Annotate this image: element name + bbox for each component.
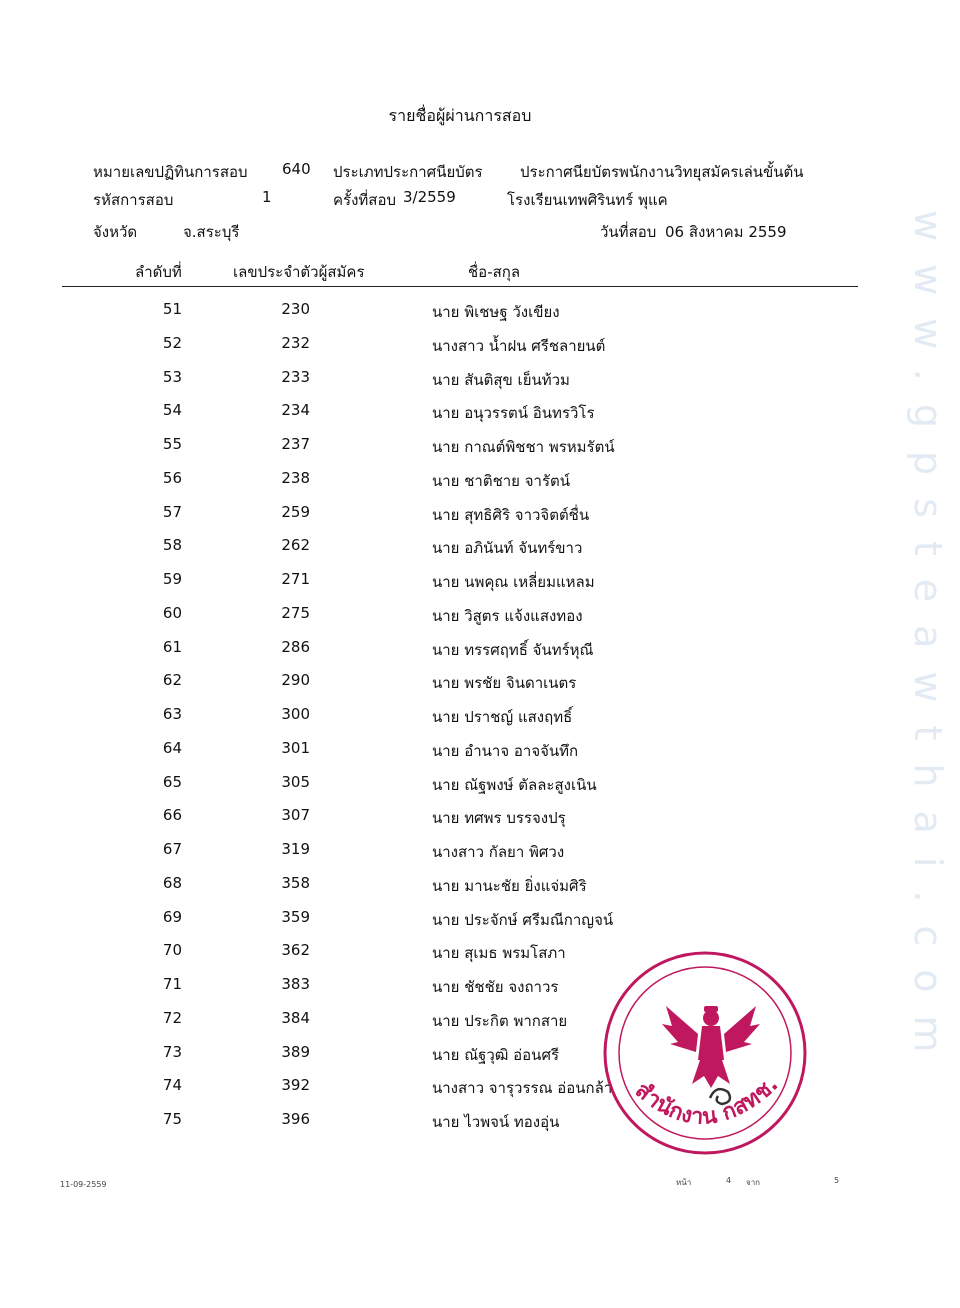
table-row	[0, 604, 860, 628]
table-row	[0, 401, 860, 425]
row-seq: 64	[162, 738, 182, 757]
province-label: จังหวัด	[93, 223, 138, 241]
row-name: นาย วิสูตร แจ้งแสงทอง	[432, 606, 583, 625]
print-date: 11-09-2559	[60, 1180, 107, 1189]
row-name: นาย ณัฐวุฒิ อ่อนศรี	[432, 1045, 560, 1064]
row-candidate-id: 362	[281, 941, 310, 960]
row-seq: 69	[162, 907, 182, 926]
of-label: จาก	[746, 1178, 761, 1187]
row-candidate-id: 234	[281, 401, 310, 420]
exam-code-label: รหัสการสอบ	[93, 191, 174, 209]
round-value: 3/2559	[403, 188, 456, 206]
document-title: รายชื่อผู้ผ่านการสอบ	[388, 106, 532, 125]
garuda-emblem-icon	[662, 1006, 760, 1088]
table-row	[0, 570, 860, 594]
table-row	[0, 638, 860, 662]
row-candidate-id: 305	[281, 772, 310, 791]
row-seq: 63	[162, 705, 182, 723]
row-seq: 61	[162, 637, 182, 656]
office-seal-stamp	[600, 948, 810, 1158]
table-row	[0, 536, 860, 560]
table-row	[0, 739, 860, 763]
exam-date-label: วันที่สอบ	[600, 223, 657, 241]
table-row	[0, 840, 860, 864]
row-candidate-id: 384	[281, 1008, 310, 1027]
column-header-seq: ลำดับที่	[135, 263, 182, 281]
row-candidate-id: 275	[281, 603, 310, 622]
row-name: นาย ประกิต พากสาย	[432, 1011, 568, 1030]
row-name: นาย ปราชญ์ แสงฤทธิ์	[432, 708, 573, 726]
total-pages: 5	[834, 1176, 840, 1185]
table-row	[0, 806, 860, 830]
row-name: นาย นพคุณ เหลี่ยมแหลม	[432, 573, 595, 591]
exam-code-value: 1	[262, 188, 272, 206]
exam-date-value: 06 สิงหาคม 2559	[665, 223, 787, 241]
row-seq: 60	[162, 603, 182, 622]
row-name: นาย สันติสุข เย็นท้วม	[432, 370, 570, 389]
table-row	[0, 368, 860, 392]
row-name: นาย พรชัย จินดาเนตร	[432, 674, 577, 693]
venue: โรงเรียนเทพศิรินทร์ พุแค	[507, 191, 668, 209]
row-seq: 72	[162, 1008, 182, 1027]
row-name: นาย ชาติชาย จารัตน์	[432, 471, 571, 490]
row-seq: 55	[162, 435, 182, 453]
table-row	[0, 773, 860, 797]
row-seq: 58	[162, 536, 182, 555]
row-seq: 70	[162, 941, 182, 960]
column-header-name: ชื่อ-สกุล	[468, 263, 521, 281]
row-name: นาย ทศพร บรรจงปรุ	[432, 809, 566, 828]
row-name: นาย อภินันท์ จันทร์ขาว	[432, 539, 583, 558]
website-watermark: www.gpsteawthai.com	[906, 210, 950, 1076]
header-divider	[62, 286, 858, 287]
row-name: นางสาว กัลยา พิศวง	[432, 843, 565, 861]
row-candidate-id: 271	[281, 570, 310, 588]
page-number: 4	[726, 1176, 732, 1185]
row-name: นางสาว น้ำฝน ศรีชลายนต์	[432, 336, 606, 355]
row-name: นาย สุเมธ พรมโสภา	[432, 944, 566, 963]
row-name: นาย ณัฐพงษ์ ตัลละสูงเนิน	[432, 775, 597, 794]
row-candidate-id: 307	[281, 806, 310, 825]
row-name: นางสาว จารุวรรณ อ่อนกล้า	[432, 1079, 613, 1098]
row-seq: 59	[162, 570, 182, 588]
row-candidate-id: 262	[281, 536, 310, 555]
row-seq: 73	[162, 1042, 182, 1061]
permit-label: หมายเลขปฏิทินการสอบ	[93, 163, 248, 181]
row-candidate-id: 301	[281, 738, 310, 757]
row-candidate-id: 233	[281, 367, 310, 386]
row-candidate-id: 290	[281, 671, 310, 690]
row-candidate-id: 286	[281, 637, 310, 656]
row-candidate-id: 230	[281, 300, 310, 318]
row-seq: 71	[162, 975, 182, 993]
row-candidate-id: 383	[281, 975, 310, 993]
row-name: นาย ชัชชัย จงถาวร	[432, 978, 559, 996]
row-name: นาย อำนาจ อาจจันทึก	[432, 741, 579, 760]
page-label: หน้า	[676, 1178, 692, 1187]
table-row	[0, 671, 860, 695]
table-row	[0, 503, 860, 527]
row-name: นาย ทรรศฤทธิ์ จันทร์หุณี	[432, 640, 594, 659]
row-seq: 74	[162, 1076, 182, 1095]
table-row	[0, 435, 860, 459]
row-candidate-id: 396	[281, 1110, 310, 1128]
table-row	[0, 705, 860, 729]
row-seq: 66	[162, 806, 182, 825]
row-candidate-id: 392	[281, 1076, 310, 1095]
row-name: นาย มานะชัย ยิ่งแจ่มศิริ	[432, 876, 587, 895]
row-candidate-id: 319	[281, 840, 310, 858]
column-header-candidate-id: เลขประจำตัวผู้สมัคร	[233, 263, 365, 281]
row-seq: 54	[162, 401, 182, 420]
row-seq: 52	[162, 333, 182, 352]
cert-type-label: ประเภทประกาศนียบัตร	[333, 163, 483, 181]
row-candidate-id: 300	[281, 705, 310, 723]
stamp-text: สำนักงาน กสทช.	[630, 1071, 784, 1130]
row-name: นาย กาณต์พิชชา พรหมรัตน์	[432, 438, 615, 456]
row-seq: 68	[162, 873, 182, 892]
row-candidate-id: 389	[281, 1042, 310, 1061]
row-seq: 57	[162, 502, 182, 521]
row-name: นาย อนุวรรตน์ อินทรวิโร	[432, 404, 595, 423]
table-row	[0, 469, 860, 493]
row-name: นาย สุทธิศิริ จาวจิตต์ชื่น	[432, 505, 590, 524]
table-row	[0, 874, 860, 898]
row-candidate-id: 259	[281, 502, 310, 521]
row-candidate-id: 359	[281, 907, 310, 926]
row-seq: 67	[162, 840, 182, 858]
province-value: จ.สระบุรี	[183, 223, 240, 241]
row-seq: 65	[162, 772, 182, 791]
row-name: นาย ไวพจน์ ทองอุ่น	[432, 1113, 560, 1131]
round-label: ครั้งที่สอบ	[333, 191, 396, 209]
row-name: นาย พิเชษฐ วังเขียง	[432, 303, 560, 321]
row-seq: 53	[162, 367, 182, 386]
table-row	[0, 300, 860, 324]
permit-value: 640	[282, 160, 311, 178]
row-candidate-id: 237	[281, 435, 310, 453]
row-name: นาย ประจักษ์ ศรีมณีกาญจน์	[432, 910, 614, 929]
table-row	[0, 908, 860, 932]
row-candidate-id: 358	[281, 873, 310, 892]
table-row	[0, 334, 860, 358]
row-candidate-id: 238	[281, 468, 310, 487]
row-candidate-id: 232	[281, 333, 310, 352]
cert-type-value: ประกาศนียบัตรพนักงานวิทยุสมัครเล่นขั้นต้น	[520, 163, 804, 181]
row-seq: 62	[162, 671, 182, 690]
row-seq: 51	[162, 300, 182, 318]
row-seq: 75	[162, 1110, 182, 1128]
row-seq: 56	[162, 468, 182, 487]
